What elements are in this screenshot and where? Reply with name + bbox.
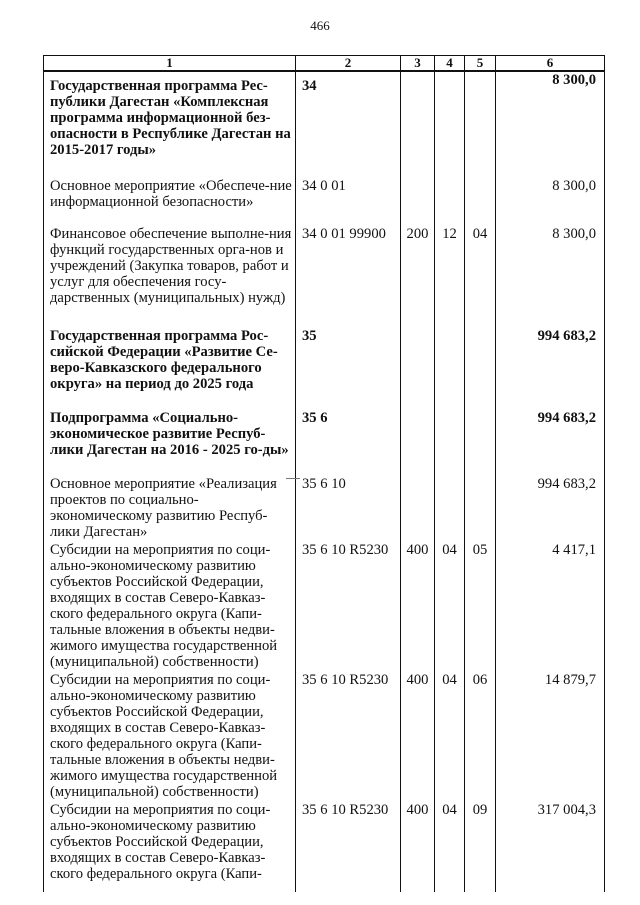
row-amount: 8 300,0 [496,71,605,178]
row-pr [465,178,496,226]
row-name: Основное мероприятие «Реализация проектов по социально-экономическому развитию Респуб-лики Дагестан» [44,476,296,542]
table-row [44,226,605,328]
row-rz [435,71,465,178]
col-header-amount: 6 [496,56,605,72]
col-header-name: 1 [44,56,296,72]
row-amount: 994 683,2 [496,476,605,542]
row-name: Субсидии на мероприятия по соци-ально-экономическому развитию субъектов Российской Федерации, входящих в состав Северо-Кавказ-ского федерального округа (Капи- [44,802,296,892]
row-name: Основное мероприятие «Обеспече-ние информационной безопасности» [44,178,296,226]
row-pr [465,410,496,476]
scan-mark [286,478,300,479]
row-name: Финансовое обеспечение выполне-ния функций государственных орга-нов и учреждений (Закупка товаров, работ и услуг для обеспечения госу-дарственных (муниципальных) нужд) [44,226,296,328]
row-name: Подпрограмма «Социально-экономическое развитие Респуб-лики Дагестан на 2016 - 2025 го-ды» [44,410,296,476]
row-rz: 04 [435,802,465,892]
row-rz: 04 [435,672,465,802]
row-code: 34 0 01 [296,178,401,226]
table-row [44,71,605,178]
row-name: Государственная программа Рес-публики Дагестан «Комплексная программа информационной без-опасности в Республике Дагестан на 2015-2017 годы» [44,71,296,178]
row-vr: 400 [401,802,435,892]
table-row [44,410,605,476]
row-code: 35 6 10 R5230 [296,672,401,802]
col-header-code: 2 [296,56,401,72]
row-pr [465,328,496,410]
row-pr [465,71,496,178]
row-code: 35 6 10 R5230 [296,542,401,672]
row-code: 35 6 [296,410,401,476]
row-vr [401,410,435,476]
table-header-row [44,56,605,72]
row-code: 34 [296,71,401,178]
table-row [44,178,605,226]
col-header-pr: 5 [465,56,496,72]
row-name: Субсидии на мероприятия по соци-ально-экономическому развитию субъектов Российской Федерации, входящих в состав Северо-Кавказ-ского федерального округа (Капи-тальные вложения в объекты недви-жимого имущества государственной (муниципальной) собственности) [44,542,296,672]
row-name: Государственная программа Рос-сийской Федерации «Развитие Се-веро-Кавказского федерального округа» на период до 2025 года [44,328,296,410]
row-amount: 994 683,2 [496,328,605,410]
row-code: 35 6 10 [296,476,401,542]
row-rz: 12 [435,226,465,328]
row-amount: 317 004,3 [496,802,605,892]
row-vr [401,71,435,178]
budget-table [43,55,605,892]
row-code: 35 6 10 R5230 [296,802,401,892]
row-name: Субсидии на мероприятия по соци-ально-экономическому развитию субъектов Российской Федерации, входящих в состав Северо-Кавказ-ского федерального округа (Капи-тальные вложения в объекты недви-жимого имущества государственной (муниципальной) собственности) [44,672,296,802]
row-amount: 994 683,2 [496,410,605,476]
row-rz [435,410,465,476]
row-vr: 200 [401,226,435,328]
row-pr: 06 [465,672,496,802]
row-code: 34 0 01 99900 [296,226,401,328]
row-vr: 400 [401,542,435,672]
row-amount: 8 300,0 [496,226,605,328]
row-amount: 4 417,1 [496,542,605,672]
row-vr [401,476,435,542]
row-rz [435,328,465,410]
row-amount: 14 879,7 [496,672,605,802]
row-code: 35 [296,328,401,410]
row-rz [435,476,465,542]
row-pr: 09 [465,802,496,892]
table-row [44,542,605,672]
table-row [44,328,605,410]
row-rz: 04 [435,542,465,672]
row-pr [465,476,496,542]
col-header-vr: 3 [401,56,435,72]
table-row [44,476,605,542]
row-pr: 05 [465,542,496,672]
row-amount: 8 300,0 [496,178,605,226]
table-row [44,672,605,802]
page-number: 466 [310,18,330,33]
row-vr [401,328,435,410]
col-header-rz: 4 [435,56,465,72]
row-vr [401,178,435,226]
row-pr: 04 [465,226,496,328]
row-rz [435,178,465,226]
table-row [44,802,605,892]
row-vr: 400 [401,672,435,802]
